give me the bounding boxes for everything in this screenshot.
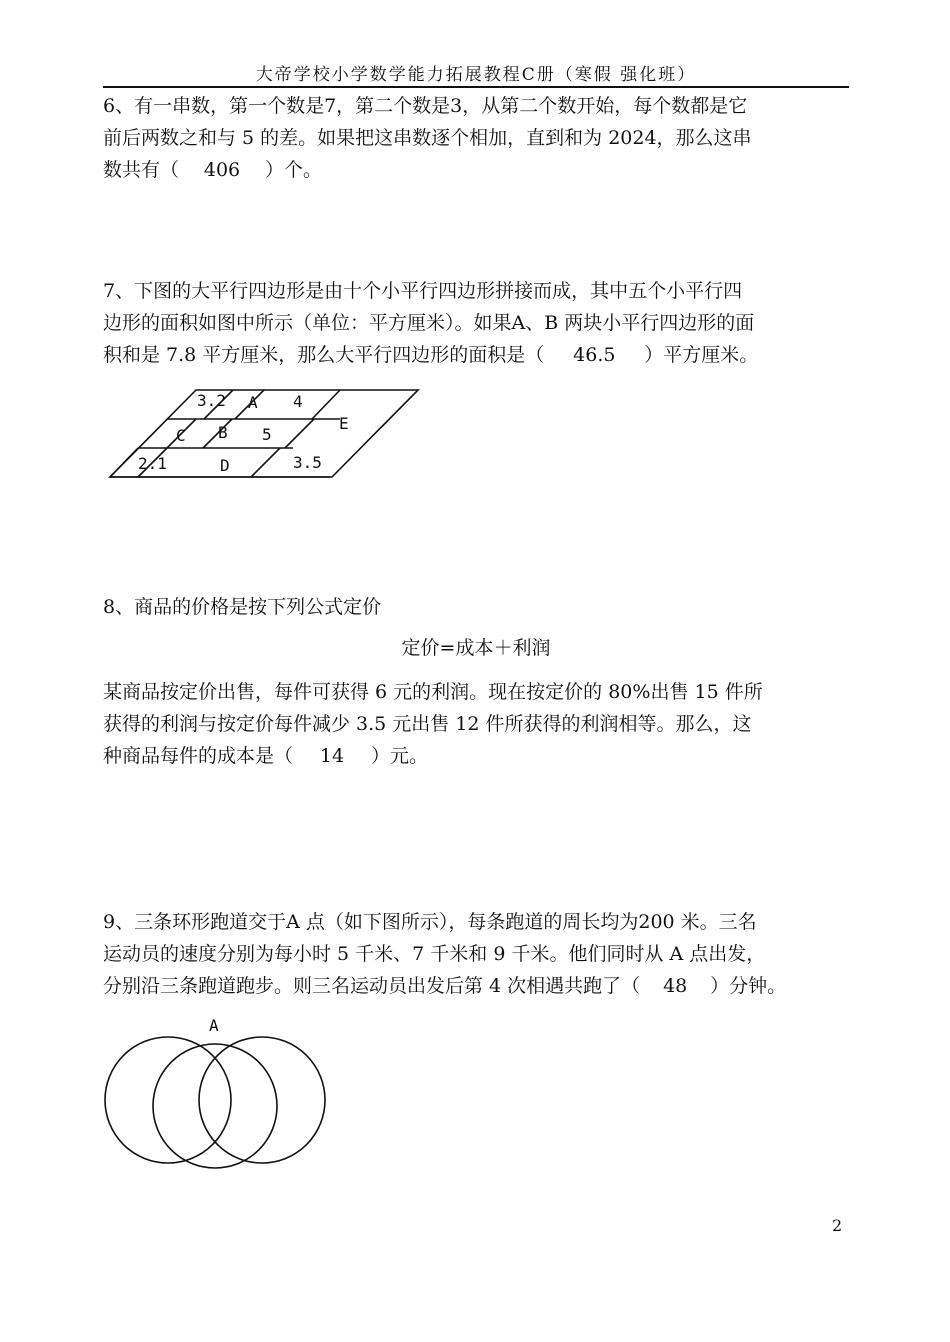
divider — [312, 390, 340, 419]
divider — [167, 419, 196, 448]
problem-6 — [103, 90, 849, 186]
problem-8-line-4 — [103, 740, 849, 772]
problem-7-line-3-pre: 积和是 7.8 平方厘米，那么大平行四边形的面积是（ — [103, 344, 545, 366]
problem-8-formula: 定价=成本＋利润 — [401, 637, 551, 659]
problem-6-line-2: 前后两数之和与 5 的差。如果把这串数逐个相加，直到和为 2024，那么这串 — [103, 127, 752, 149]
point-a-label: A — [209, 1016, 219, 1035]
problem-8-line-4-post: ）元。 — [371, 745, 429, 767]
problem-9-line-3-post: ）分钟。 — [710, 975, 787, 997]
divider — [138, 448, 167, 477]
page-number: 2 — [832, 1216, 843, 1235]
problem-7-line-1: 7、下图的大平行四边形是由十个小平行四边形拼接而成，其中五个小平行四 — [103, 280, 743, 302]
divider — [203, 419, 232, 448]
problem-9 — [103, 906, 849, 1002]
problem-6-line-3-post: ）个。 — [265, 159, 323, 181]
label-c: C — [176, 426, 186, 445]
problem-8-line-1: 8、商品的价格是按下列公式定价 — [103, 596, 382, 618]
track-circle-middle — [153, 1044, 277, 1168]
problem-9-line-2: 运动员的速度分别为每小时 5 千米、7 千米和 9 千米。他们同时从 A 点出发， — [103, 943, 766, 965]
label-5: 5 — [262, 425, 272, 444]
label-4: 4 — [293, 392, 303, 411]
problem-7-line-2: 边形的面积如图中所示（单位：平方厘米）。如果A、B 两块小平行四边形的面 — [103, 312, 755, 334]
header-rule — [103, 86, 849, 88]
problem-9-line-3-pre: 分别沿三条跑道跑步。则三名运动员出发后第 4 次相遇共跑了（ — [103, 975, 641, 997]
problem-7-line-3-post: ）平方厘米。 — [644, 344, 759, 366]
divider — [204, 390, 233, 419]
problem-8 — [103, 676, 849, 772]
divider — [285, 419, 314, 448]
problem-8-line-3: 获得的利润与按定价每件减少 3.5 元出售 12 件所获得的利润相等。那么，这 — [103, 713, 752, 735]
divider — [235, 390, 264, 419]
label-d: D — [220, 456, 230, 475]
problem-6-line-1: 6、有一串数，第一个数是7，第二个数是3，从第二个数开始，每个数都是它 — [103, 95, 748, 117]
problem-8-answer: 14 — [319, 745, 345, 767]
label-2-1: 2.1 — [138, 454, 167, 473]
page-header: 大帝学校小学数学能力拓展教程C册（寒假 强化班） — [255, 65, 697, 85]
problem-6-line-3 — [103, 154, 849, 186]
problem-7-line-3 — [103, 339, 849, 371]
problem-6-line-3-pre: 数共有（ — [103, 159, 180, 181]
problem-9-line-1: 9、三条环形跑道交于A 点（如下图所示），每条跑道的周长均为200 米。三名 — [103, 911, 757, 933]
label-a: A — [248, 393, 258, 412]
divider — [251, 448, 280, 477]
problem-8-line-4-pre: 种商品每件的成本是（ — [103, 745, 294, 767]
problem-7 — [103, 275, 849, 371]
label-e: E — [339, 414, 349, 433]
track-circle-right — [199, 1037, 325, 1163]
problem-8-line-2: 某商品按定价出售，每件可获得 6 元的利润。现在按定价的 80%出售 15 件所 — [103, 681, 763, 703]
track-circle-left — [105, 1037, 231, 1163]
problem-6-answer: 406 — [203, 159, 241, 181]
label-3-5: 3.5 — [293, 453, 322, 472]
problem-9-line-3 — [103, 970, 849, 1002]
problem-9-answer: 48 — [663, 975, 688, 997]
problem-7-answer: 46.5 — [573, 344, 616, 366]
label-3-2: 3.2 — [197, 391, 226, 410]
large-parallelogram-outline — [110, 390, 418, 477]
label-b: B — [218, 423, 228, 442]
